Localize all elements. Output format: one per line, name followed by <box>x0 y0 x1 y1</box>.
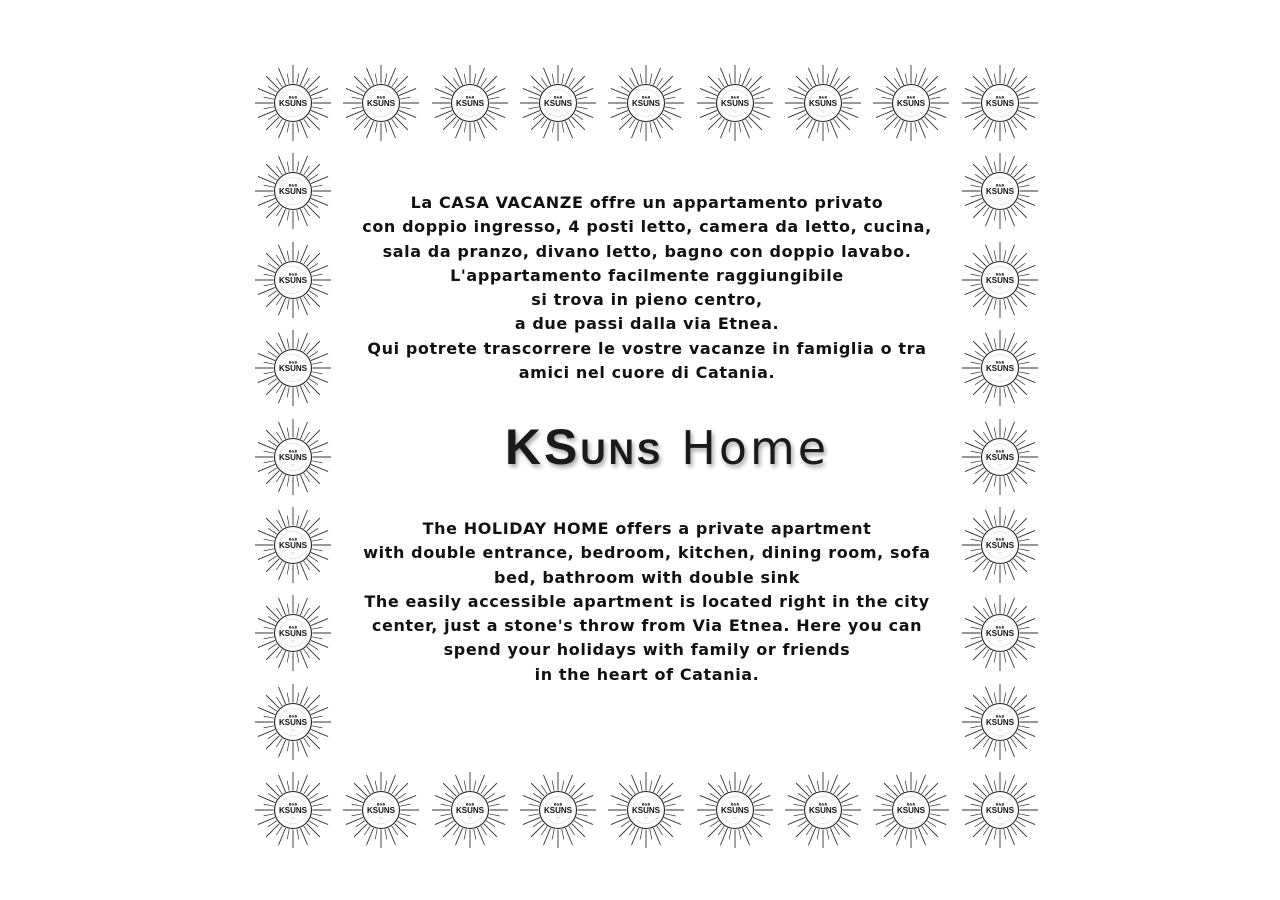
logo-small-text: B&B <box>906 802 916 807</box>
logo-small-text: B&B <box>818 95 828 100</box>
description-line: sala da pranzo, divano letto, bagno con doppio lavabo. <box>382 241 912 261</box>
logo-small-text: B&B <box>288 95 298 100</box>
sun-logo-icon <box>253 151 333 231</box>
logo-text: KSUNS <box>985 453 1015 462</box>
description-line: with double entrance, bedroom, kitchen, dining room, sofa <box>363 543 931 563</box>
logo-text: KSUNS <box>278 187 308 196</box>
logo-small-text: B&B <box>906 95 916 100</box>
heart-icon: ♡ <box>998 816 1002 821</box>
sun-logo-icon <box>518 770 598 850</box>
sun-logo-icon <box>341 63 421 143</box>
logo-text: KSUNS <box>896 99 926 108</box>
logo-text: KSUNS <box>278 364 308 373</box>
logo-text: KSUNS <box>366 806 396 815</box>
heart-icon: ♡ <box>379 109 383 114</box>
sun-logo-icon <box>871 63 951 143</box>
brand-name: KSuns <box>504 419 664 475</box>
description-line: center, just a stone's throw from Via Etnea. Here you can <box>371 616 923 636</box>
logo-small-text: B&B <box>376 95 386 100</box>
sun-logo-icon <box>518 63 598 143</box>
sun-logo-icon <box>960 63 1040 143</box>
logo-small-text: B&B <box>288 802 298 807</box>
description-line: The easily accessible apartment is located right in the city <box>364 591 930 611</box>
heart-icon: ♡ <box>909 109 913 114</box>
logo-small-text: B&B <box>995 714 1005 719</box>
logo-text: KSUNS <box>278 718 308 727</box>
logo-small-text: B&B <box>995 360 1005 365</box>
logo-text: KSUNS <box>720 99 750 108</box>
logo-text: KSUNS <box>278 453 308 462</box>
heart-icon: ♡ <box>998 639 1002 644</box>
sun-logo-icon <box>960 770 1040 850</box>
sun-logo-icon <box>606 770 686 850</box>
sun-logo-icon <box>430 63 510 143</box>
sun-logo-icon <box>960 240 1040 320</box>
heart-icon: ♡ <box>379 816 383 821</box>
heart-icon: ♡ <box>468 109 472 114</box>
logo-text: KSUNS <box>278 276 308 285</box>
heart-icon: ♡ <box>644 816 648 821</box>
logo-text: KSUNS <box>631 99 661 108</box>
sun-logo-icon <box>783 63 863 143</box>
heart-icon: ♡ <box>291 639 295 644</box>
heart-icon: ♡ <box>909 816 913 821</box>
description-line: si trova in pieno centro, <box>531 290 763 310</box>
sun-logo-icon <box>253 328 333 408</box>
heart-icon: ♡ <box>998 551 1002 556</box>
heart-icon: ♡ <box>733 109 737 114</box>
logo-small-text: B&B <box>288 272 298 277</box>
sun-logo-icon <box>253 770 333 850</box>
logo-small-text: B&B <box>288 625 298 630</box>
description-line: con doppio ingresso, 4 posti letto, camera da letto, cucina, <box>362 217 932 237</box>
sun-logo-icon <box>341 770 421 850</box>
sun-logo-icon <box>253 417 333 497</box>
logo-small-text: B&B <box>995 95 1005 100</box>
sun-logo-icon <box>253 505 333 585</box>
logo-small-text: B&B <box>465 802 475 807</box>
sun-logo-icon <box>960 151 1040 231</box>
logo-small-text: B&B <box>641 802 651 807</box>
heart-icon: ♡ <box>468 816 472 821</box>
heart-icon: ♡ <box>998 463 1002 468</box>
logo-text: KSUNS <box>278 99 308 108</box>
logo-text: KSUNS <box>455 99 485 108</box>
heart-icon: ♡ <box>998 109 1002 114</box>
logo-small-text: B&B <box>995 449 1005 454</box>
logo-text: KSUNS <box>985 629 1015 638</box>
description-line: Qui potrete trascorrere le vostre vacanze in famiglia o tra <box>367 338 927 358</box>
logo-text: KSUNS <box>455 806 485 815</box>
logo-small-text: B&B <box>465 95 475 100</box>
sun-logo-icon <box>960 593 1040 673</box>
sun-logo-icon <box>253 682 333 762</box>
logo-small-text: B&B <box>995 625 1005 630</box>
heart-icon: ♡ <box>291 374 295 379</box>
logo-small-text: B&B <box>553 802 563 807</box>
sun-logo-icon <box>253 593 333 673</box>
heart-icon: ♡ <box>291 816 295 821</box>
sun-logo-icon <box>606 63 686 143</box>
logo-text: KSUNS <box>631 806 661 815</box>
logo-small-text: B&B <box>818 802 828 807</box>
logo-small-text: B&B <box>376 802 386 807</box>
heart-icon: ♡ <box>733 816 737 821</box>
heart-icon: ♡ <box>291 197 295 202</box>
logo-text: KSUNS <box>808 99 838 108</box>
logo-text: KSUNS <box>720 806 750 815</box>
english-description <box>340 517 954 687</box>
logo-small-text: B&B <box>641 95 651 100</box>
description-line: a due passi dalla via Etnea. <box>514 314 780 334</box>
heart-icon: ♡ <box>998 728 1002 733</box>
heart-icon: ♡ <box>556 816 560 821</box>
logo-text: KSUNS <box>985 718 1015 727</box>
logo-text: KSUNS <box>985 364 1015 373</box>
logo-small-text: B&B <box>730 802 740 807</box>
logo-small-text: B&B <box>995 537 1005 542</box>
sun-logo-icon <box>783 770 863 850</box>
sun-logo-icon <box>253 63 333 143</box>
logo-small-text: B&B <box>995 802 1005 807</box>
logo-text: KSUNS <box>985 806 1015 815</box>
sun-logo-icon <box>960 505 1040 585</box>
logo-small-text: B&B <box>288 537 298 542</box>
logo-small-text: B&B <box>995 183 1005 188</box>
logo-small-text: B&B <box>730 95 740 100</box>
logo-text: KSUNS <box>278 541 308 550</box>
description-line: spend your holidays with family or friends <box>443 640 851 660</box>
heart-icon: ♡ <box>644 109 648 114</box>
logo-text: KSUNS <box>366 99 396 108</box>
heart-icon: ♡ <box>291 286 295 291</box>
logo-text: KSUNS <box>278 629 308 638</box>
logo-small-text: B&B <box>288 449 298 454</box>
sun-logo-icon <box>695 63 775 143</box>
logo-text: KSUNS <box>985 187 1015 196</box>
logo-text: KSUNS <box>985 99 1015 108</box>
logo-text: KSUNS <box>896 806 926 815</box>
heart-icon: ♡ <box>291 551 295 556</box>
logo-small-text: B&B <box>553 95 563 100</box>
heart-icon: ♡ <box>998 286 1002 291</box>
sun-logo-icon <box>430 770 510 850</box>
heart-icon: ♡ <box>821 109 825 114</box>
description-line: amici nel cuore di Catania. <box>518 363 776 383</box>
sun-logo-icon <box>871 770 951 850</box>
description-line: in the heart of Catania. <box>534 664 760 684</box>
heart-icon: ♡ <box>291 109 295 114</box>
logo-small-text: B&B <box>288 183 298 188</box>
sun-logo-icon <box>253 240 333 320</box>
description-line: L'appartamento facilmente raggiungibile <box>450 265 844 285</box>
brand-suffix: Home <box>681 421 830 475</box>
sun-logo-icon <box>960 682 1040 762</box>
logo-text: KSUNS <box>543 99 573 108</box>
heart-icon: ♡ <box>556 109 560 114</box>
description-line: The HOLIDAY HOME offers a private apartment <box>422 519 872 538</box>
sun-logo-icon <box>960 328 1040 408</box>
logo-text: KSUNS <box>985 541 1015 550</box>
heart-icon: ♡ <box>821 816 825 821</box>
logo-text: KSUNS <box>985 276 1015 285</box>
italian-description <box>340 191 954 385</box>
heart-icon: ♡ <box>998 374 1002 379</box>
heart-icon: ♡ <box>291 728 295 733</box>
description-line: La CASA VACANZE offre un appartamento privato <box>410 193 884 212</box>
logo-text: KSUNS <box>543 806 573 815</box>
logo-text: KSUNS <box>278 806 308 815</box>
page-title <box>340 418 994 476</box>
heart-icon: ♡ <box>998 197 1002 202</box>
description-line: bed, bathroom with double sink <box>494 567 800 587</box>
logo-small-text: B&B <box>995 272 1005 277</box>
logo-small-text: B&B <box>288 360 298 365</box>
sun-logo-icon <box>695 770 775 850</box>
logo-text: KSUNS <box>808 806 838 815</box>
heart-icon: ♡ <box>291 463 295 468</box>
logo-small-text: B&B <box>288 714 298 719</box>
